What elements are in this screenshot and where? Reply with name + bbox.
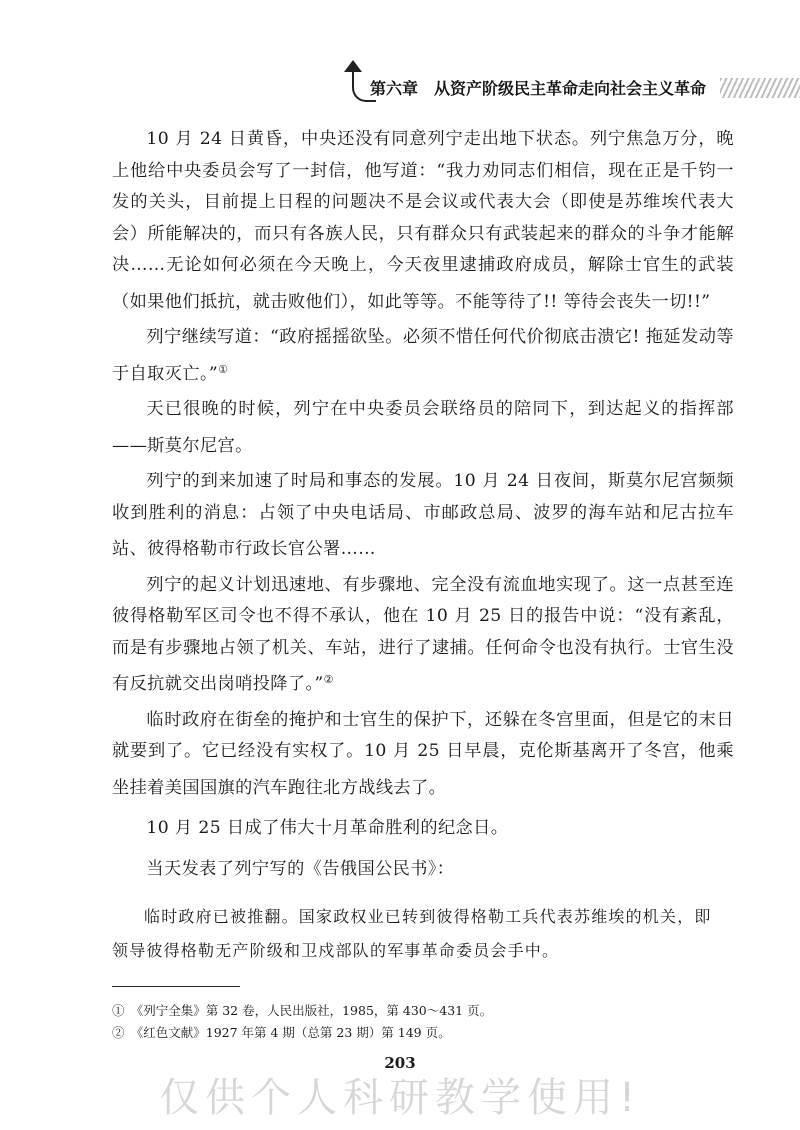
paragraph: [112, 849, 734, 886]
paragraph-text: 列宁继续写道：“政府摇摇欲坠。必须不惜任何代价彻底击溃它! 拖延发动等于自取灭亡。”: [112, 327, 734, 384]
page-number: 203: [384, 1054, 416, 1072]
paragraph: [112, 394, 734, 462]
footnotes: [112, 1000, 732, 1044]
footnote: ① 《列宁全集》第 32 卷，人民出版社，1985，第 430～431 页。: [112, 1003, 493, 1018]
chapter-title: 第六章 从资产阶级民主革命走向社会主义革命: [370, 79, 707, 98]
paragraph: [112, 705, 734, 805]
paragraph-text: 列宁的到来加速了时局和事态的发展。10 月 24 日夜间，斯莫尔尼宫频频收到胜利的消息：占领了中央电话局、市邮政总局、波罗的海车站和尼古拉车站、彼得格勒市行政长官公署……: [112, 471, 734, 559]
footnote-divider: [112, 986, 240, 987]
paragraph-text: 临时政府在街垒的掩护和士官生的保护下，还躲在冬宫里面，但是它的末日就要到了。它已经没有实权了。10 月 25 日早晨，克伦斯基离开了冬宫，他乘坐挂着美国国旗的汽车跑往北方战线去了。: [112, 709, 734, 798]
paragraph: [112, 570, 734, 701]
paragraph: [112, 124, 734, 318]
footnote-ref: ②: [323, 673, 334, 686]
running-header: [340, 58, 800, 106]
header-arrow-icon: [344, 60, 362, 72]
paragraph-text: 列宁的起义计划迅速地、有步骤地、完全没有流血地实现了。这一点甚至连彼得格勒军区司令也不得不承认，他在 10 月 25 日的报告中说：“没有紊乱，而是有步骤地占领了机关、车站，进行了逮捕。任何命令也没有执行。士官生没有反抗就交出岗哨投降了。”: [112, 574, 734, 694]
paragraph-text: 10 月 25 日成了伟大十月革命胜利的纪念日。: [146, 818, 509, 838]
paragraph: [112, 466, 734, 566]
paragraph-text: 10 月 24 日黄昏，中央还没有同意列宁走出地下状态。列宁焦急万分，晚上他给中央委员会写了一封信，他写道：“我力劝同志们相信，现在正是千钧一发的关头，目前提上日程的问题决不是会议或代表大会（即使是苏维埃代表大会）所能解决的，而只有各族人民，只有群众只有武装起来的群众的斗争才能解决……无论如何必须在今天晚上，今天夜里逮捕政府成员，解除士官生的武装（如果他们抵抗，就击败他们），如此等等。不能等待了!! 等待会丧失一切!!”: [112, 129, 734, 312]
footnote-ref: ①: [218, 362, 229, 376]
body-text: [112, 124, 734, 889]
footnote: ② 《红色文献》1927 年第 4 期（总第 23 期）第 149 页。: [112, 1025, 451, 1040]
paragraph-text: 天已很晚的时候，列宁在中央委员会联络员的陪同下，到达起义的指挥部——斯莫尔尼宫。: [112, 399, 734, 456]
paragraph: [112, 808, 734, 845]
watermark: 仅供个人科研教学使用!: [158, 1075, 642, 1121]
paragraph-text: 当天发表了列宁写的《告俄国公民书》：: [146, 858, 455, 879]
header-hatch-ornament: [720, 78, 800, 98]
paragraph: [112, 322, 734, 390]
block-quote: 临时政府已被推翻。国家政权业已转到彼得格勒工兵代表苏维埃的机关，即领导彼得格勒无产阶级和卫戍部队的军事革命委员会手中。: [112, 907, 712, 960]
